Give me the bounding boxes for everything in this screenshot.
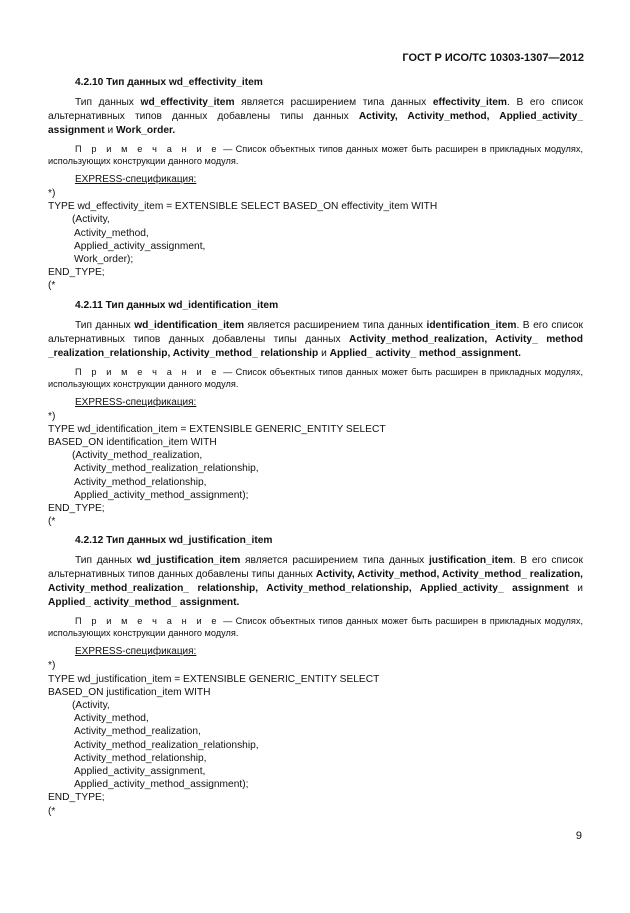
note: П р и м е ч а н и е — Список объектных типов данных может быть расширен в прикладных модулях, использующих конструкции данного модуля.	[48, 616, 583, 639]
express-code: *) TYPE wd_effectivity_item = EXTENSIBLE SELECT BASED_ON effectivity_item WITH (Activity, Activity_method, Applied_activity_assignment, Work_order); END_TYPE; (*	[48, 188, 438, 292]
page-number: 9	[575, 830, 582, 842]
section-heading: 4.2.10 Тип данных wd_effectivity_item	[75, 77, 263, 88]
note: П р и м е ч а н и е — Список объектных типов данных может быть расширен в прикладных модулях, использующих конструкции данного модуля.	[48, 366, 583, 389]
document-body	[48, 76, 583, 824]
section-heading: 4.2.11 Тип данных wd_identification_item	[75, 299, 279, 311]
express-label: EXPRESS-спецификация:	[75, 174, 197, 185]
section-paragraph: Тип данных wd_justification_item является расширением типа данных justification_item. В его список альтернативных типов данных добавлены типы данных Activity, Activity_method, Activity_method_ realization, Activity_method_realization_ relationship, Activity_method_relationship, Applied_activity_ assignment и Applied_ activity_method_ assignment.	[48, 555, 583, 609]
express-label: EXPRESS-спецификация:	[75, 646, 197, 658]
express-code: *) TYPE wd_justification_item = EXTENSIBLE GENERIC_ENTITY SELECT BASED_ON justification_item WITH (Activity, Activity_method, Activity_method_realization, Activity_method_realization_relationship, Activity_method_relationship, Applied_activity_assignment, Applied_activity_method_assignment); END_TYPE; (*	[48, 660, 380, 817]
section-heading: 4.2.12 Тип данных wd_justification_item	[75, 535, 273, 547]
note: П р и м е ч а н и е — Список объектных типов данных может быть расширен в прикладных модулях, использующих конструкции данного модуля.	[48, 144, 583, 166]
document-header: ГОСТ Р ИСО/ТС 10303-1307—2012	[402, 52, 584, 64]
express-label: EXPRESS-спецификация:	[75, 396, 197, 408]
section-paragraph: Тип данных wd_effectivity_item является расширением типа данных effectivity_item. В его список альтернативных типов данных добавлены типы данных Activity, Activity_method, Applied_activity_ assignment и Work_order.	[48, 97, 584, 136]
express-code: *) TYPE wd_identification_item = EXTENSIBLE GENERIC_ENTITY SELECT BASED_ON identification_item WITH (Activity_method_realization, Activity_method_realization_relationship, Activity_method_relationship, Applied_activity_method_assignment); END_TYPE; (*	[48, 410, 386, 528]
section-paragraph: Тип данных wd_identification_item является расширением типа данных identification_item. В его список альтернативных типов данных добавлены типы данных Activity_method_realization, Activity_ method _realization_relationship, Activity_method_ relationship и Applied_ activity_ method_assignment.	[48, 319, 583, 359]
